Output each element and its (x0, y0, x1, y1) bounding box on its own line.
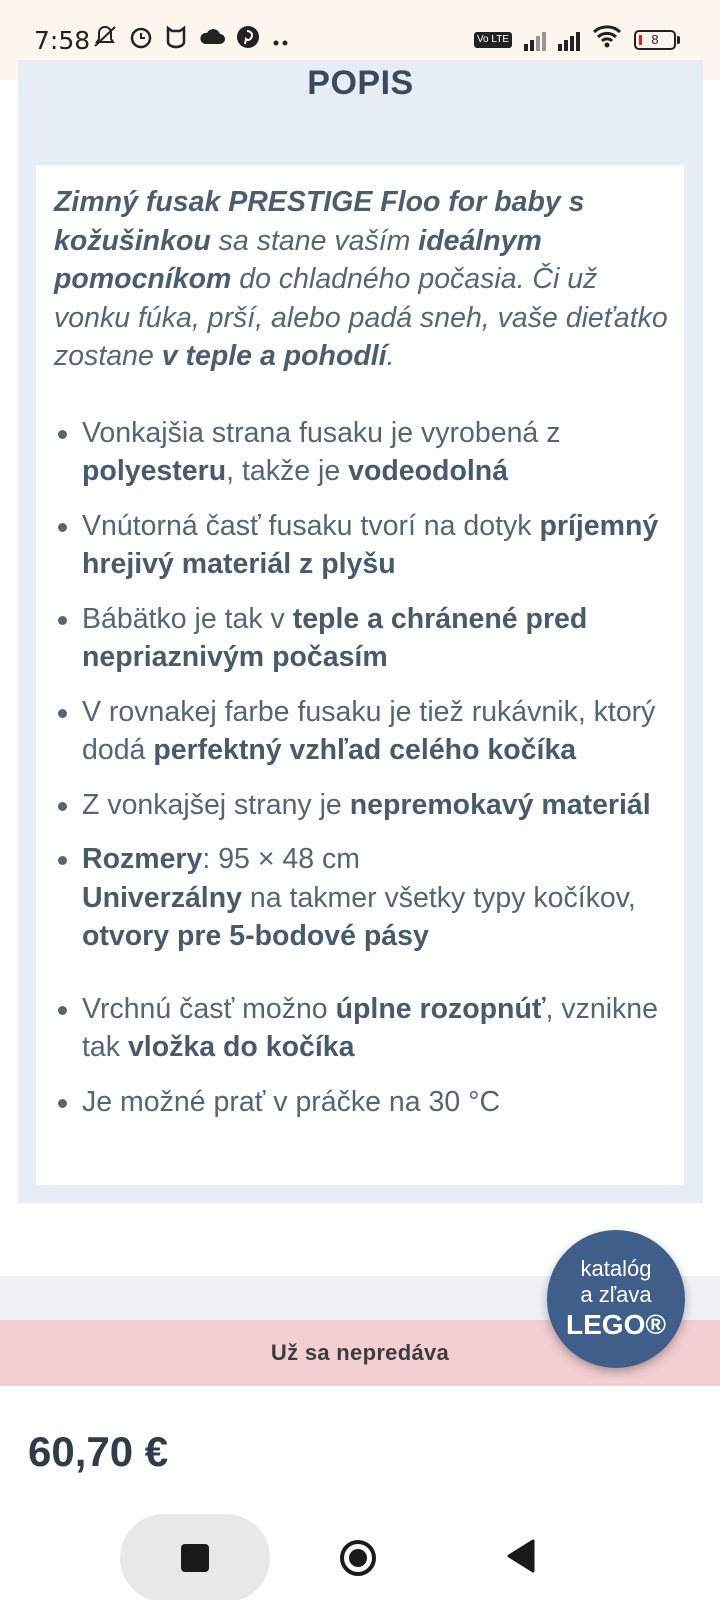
feature-text: Bábätko je tak v (82, 602, 293, 635)
feature-text: Vnútorná časť fusaku tvorí na dotyk (82, 509, 540, 542)
feature-text: perfektný vzhľad celého kočíka (153, 734, 577, 766)
feature-text: Rozmery (82, 843, 203, 875)
status-time: 7:58 (34, 26, 91, 55)
feature-text: na takmer všetky typy kočíkov, (241, 881, 636, 914)
feature-text: Vonkajšia strana fusaku je vyrobená z (82, 416, 561, 449)
feature-text: , takže je (226, 455, 349, 487)
home-circle-icon (338, 1538, 378, 1578)
feature-list (54, 414, 668, 1122)
intro-segment: ideálnym pomocníkom (54, 224, 542, 295)
feature-text: teple a chránené pred nepriaznivým počasím (82, 602, 588, 673)
feature-text: Z vonkajšej strany je (82, 788, 350, 821)
home-button[interactable] (338, 1538, 378, 1578)
app-icon (164, 24, 188, 58)
description-intro (54, 183, 668, 376)
intro-segment: do chladného počasia. Či už vonku fúka, prší, alebo padá sneh, vaše dieťatko zostane (54, 263, 668, 372)
feature-item (54, 786, 668, 825)
mute-icon (92, 24, 118, 58)
feature-text: : 95 × 48 cm (202, 843, 361, 875)
description-card (36, 165, 684, 1185)
feature-text: úplne rozopnúť (335, 992, 546, 1025)
feature-text: nepremokavý materiál (349, 788, 651, 821)
intro-segment: sa stane vaším (210, 224, 419, 257)
lego-button-line2: a zľava (580, 1282, 652, 1307)
signal-2-icon (558, 29, 580, 51)
feature-text: vodeodolná (348, 455, 509, 487)
feature-text: polyesteru (82, 455, 227, 487)
product-price: 60,70 € (28, 1428, 169, 1475)
back-button[interactable] (505, 1538, 537, 1574)
wifi-icon (592, 24, 622, 55)
back-triangle-icon (505, 1538, 537, 1574)
feature-text: otvory pre 5-bodové pásy (82, 920, 429, 952)
feature-item (54, 840, 668, 956)
feature-item (54, 600, 668, 677)
pinterest-icon (236, 25, 260, 57)
feature-item (54, 693, 668, 770)
recents-button[interactable] (120, 1514, 270, 1600)
lego-button-line3: LEGO® (566, 1309, 666, 1340)
intro-segment: Zimný fusak PRESTIGE Floo for baby s kožušinkou (54, 186, 585, 257)
feature-item (54, 1083, 668, 1122)
feature-text: Je možné prať v práčke na 30 °C (82, 1085, 501, 1118)
signal-1-icon (524, 29, 546, 51)
feature-text: príjemný hrejivý materiál z plyšu (82, 509, 659, 580)
lego-catalog-button[interactable] (547, 1230, 685, 1368)
feature-text: Vrchnú časť možno (82, 992, 336, 1025)
intro-segment: v teple a pohodlí (161, 340, 387, 372)
lego-button-line1: katalóg (580, 1256, 652, 1281)
battery-icon (634, 30, 680, 50)
availability-banner: Už sa nepredáva (0, 1320, 720, 1386)
feature-text: , vznikne tak (82, 992, 659, 1063)
battery-level: 8 (651, 32, 659, 47)
feature-item (54, 990, 668, 1067)
feature-text: vložka do kočíka (127, 1031, 355, 1063)
feature-item (54, 414, 668, 491)
status-icons-left (92, 24, 292, 58)
description-section (18, 60, 703, 1203)
status-icons-right (474, 24, 680, 55)
more-dots-icon (270, 26, 292, 56)
feature-text: Univerzálny (82, 881, 242, 914)
system-nav-bar (0, 1500, 720, 1600)
feature-item (54, 507, 668, 584)
alarm-icon (128, 24, 154, 58)
cloud-icon (198, 26, 226, 56)
volte-badge: Vo LTE (474, 32, 512, 48)
feature-text: V rovnakej farbe fusaku je tiež rukávnik, ktorý dodá (82, 695, 656, 766)
intro-segment: . (386, 340, 395, 372)
description-title: POPIS (307, 64, 414, 102)
square-icon (181, 1544, 209, 1572)
